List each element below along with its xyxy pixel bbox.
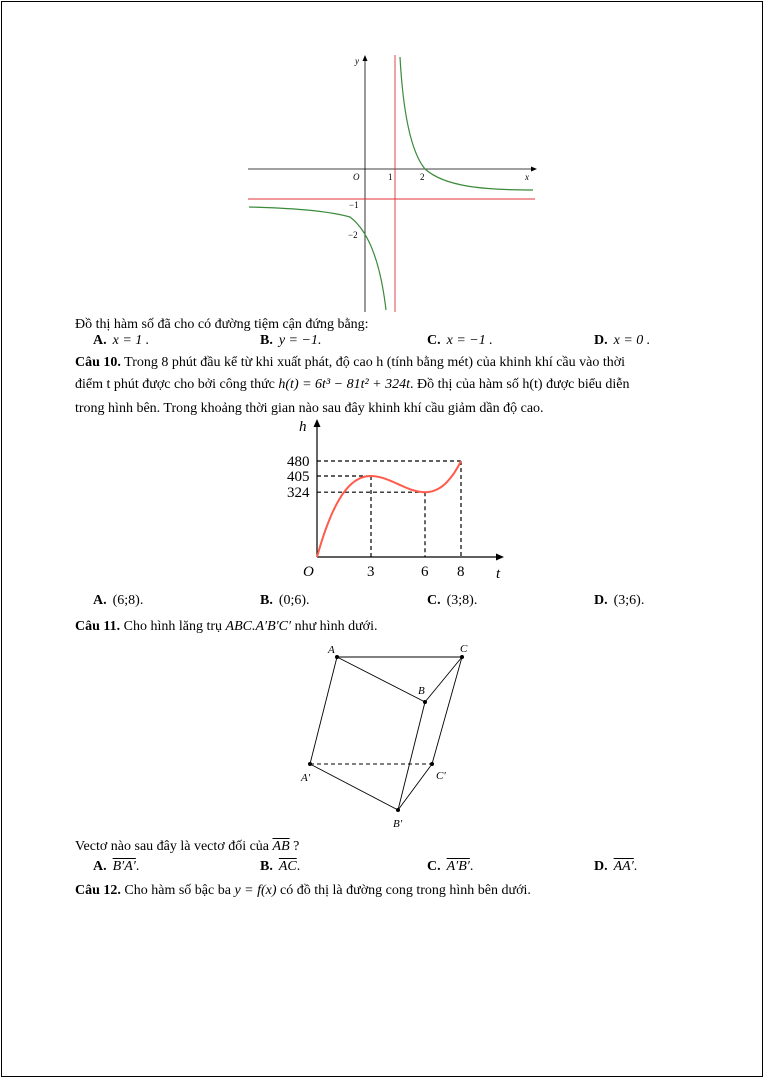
y-tick-minus1: −1 xyxy=(349,200,359,210)
q9-option-a: A. x = 1 . xyxy=(93,333,150,348)
chart-y-arrow xyxy=(314,419,321,427)
q11-option-a: A. B′A′. xyxy=(93,859,140,874)
vertex-A-prime: A′ xyxy=(301,772,311,784)
chart-origin-label: O xyxy=(303,564,314,580)
x-tick-1: 1 xyxy=(388,172,393,182)
q10-line3: trong hình bên. Trong khoảng thời gian nào sau đây khinh khí cầu giảm dần độ cao. xyxy=(75,401,544,416)
hyperbola-graph xyxy=(245,52,540,314)
x-tick-label-3: 3 xyxy=(367,564,375,580)
y-tick-label-405: 405 xyxy=(287,469,310,485)
q10-option-a: A. (6;8). xyxy=(93,593,144,608)
x-tick-2: 2 xyxy=(420,172,425,182)
chart-x-label: t xyxy=(496,566,501,582)
q9-option-b: B. y = −1. xyxy=(260,333,322,348)
vertex-B-prime: B′ xyxy=(393,818,403,830)
y-axis-label: y xyxy=(355,56,359,66)
chart-y-label: h xyxy=(299,419,307,435)
origin-label: O xyxy=(353,172,360,182)
y-tick-minus2: −2 xyxy=(348,230,358,240)
q12-statement: Câu 12. Cho hàm số bậc ba y = f(x) có đồ thị là đường cong trong hình bên dưới. xyxy=(75,883,531,898)
q11-option-b: B. $\overline{AC}$. xyxy=(260,859,301,874)
q11-option-c: C. A′B′. xyxy=(427,859,474,874)
height-curve xyxy=(317,461,461,557)
q10-option-b: B. (0;6). xyxy=(260,593,310,608)
prism-figure xyxy=(290,640,490,840)
q10-line2: điểm t phút được cho bởi công thức h(t) = 6t³ − 81t² + 324t. Đồ thị của hàm số h(t) được biểu diễn xyxy=(75,377,630,392)
y-tick-label-480: 480 xyxy=(287,454,310,470)
vertex-C: C xyxy=(460,643,468,655)
q9-option-c: C. x = −1 . xyxy=(427,333,493,348)
x-axis-label: x xyxy=(525,172,529,182)
vertex-A: A xyxy=(328,644,335,656)
hyperbola-left-branch xyxy=(249,207,386,310)
y-tick-label-324: 324 xyxy=(287,485,310,502)
chart-x-arrow xyxy=(496,554,504,561)
hyperbola-right-branch xyxy=(400,57,533,190)
vertex-C-prime: C′ xyxy=(436,770,446,782)
q9-prompt: Đồ thị hàm số đã cho có đường tiệm cận đứng bằng: xyxy=(75,317,369,332)
q11-question: Vectơ nào sau đây là vectơ đối của $\overline{AB}$ ? xyxy=(75,839,300,854)
x-tick-label-6: 6 xyxy=(421,564,429,580)
q10-option-c: C. (3;8). xyxy=(427,593,478,608)
height-chart xyxy=(280,415,510,585)
q11-statement: Câu 11. Cho hình lăng trụ ABC.A′B′C′ như hình dưới. xyxy=(75,619,378,634)
vertex-B: B xyxy=(418,685,425,697)
q11-option-d: D. AA′. xyxy=(594,859,638,874)
q10-option-d: D. (3;6). xyxy=(594,593,645,608)
q9-option-d: D. x = 0 . xyxy=(594,333,651,348)
q10-formula: h(t) = 6t³ − 81t² + 324t xyxy=(278,377,411,392)
x-tick-label-8: 8 xyxy=(457,564,465,580)
q10-line1: Câu 10. Trong 8 phút đầu kể từ khi xuất phát, độ cao h (tính bằng mét) của khinh khí cầu vào thời xyxy=(75,355,626,370)
